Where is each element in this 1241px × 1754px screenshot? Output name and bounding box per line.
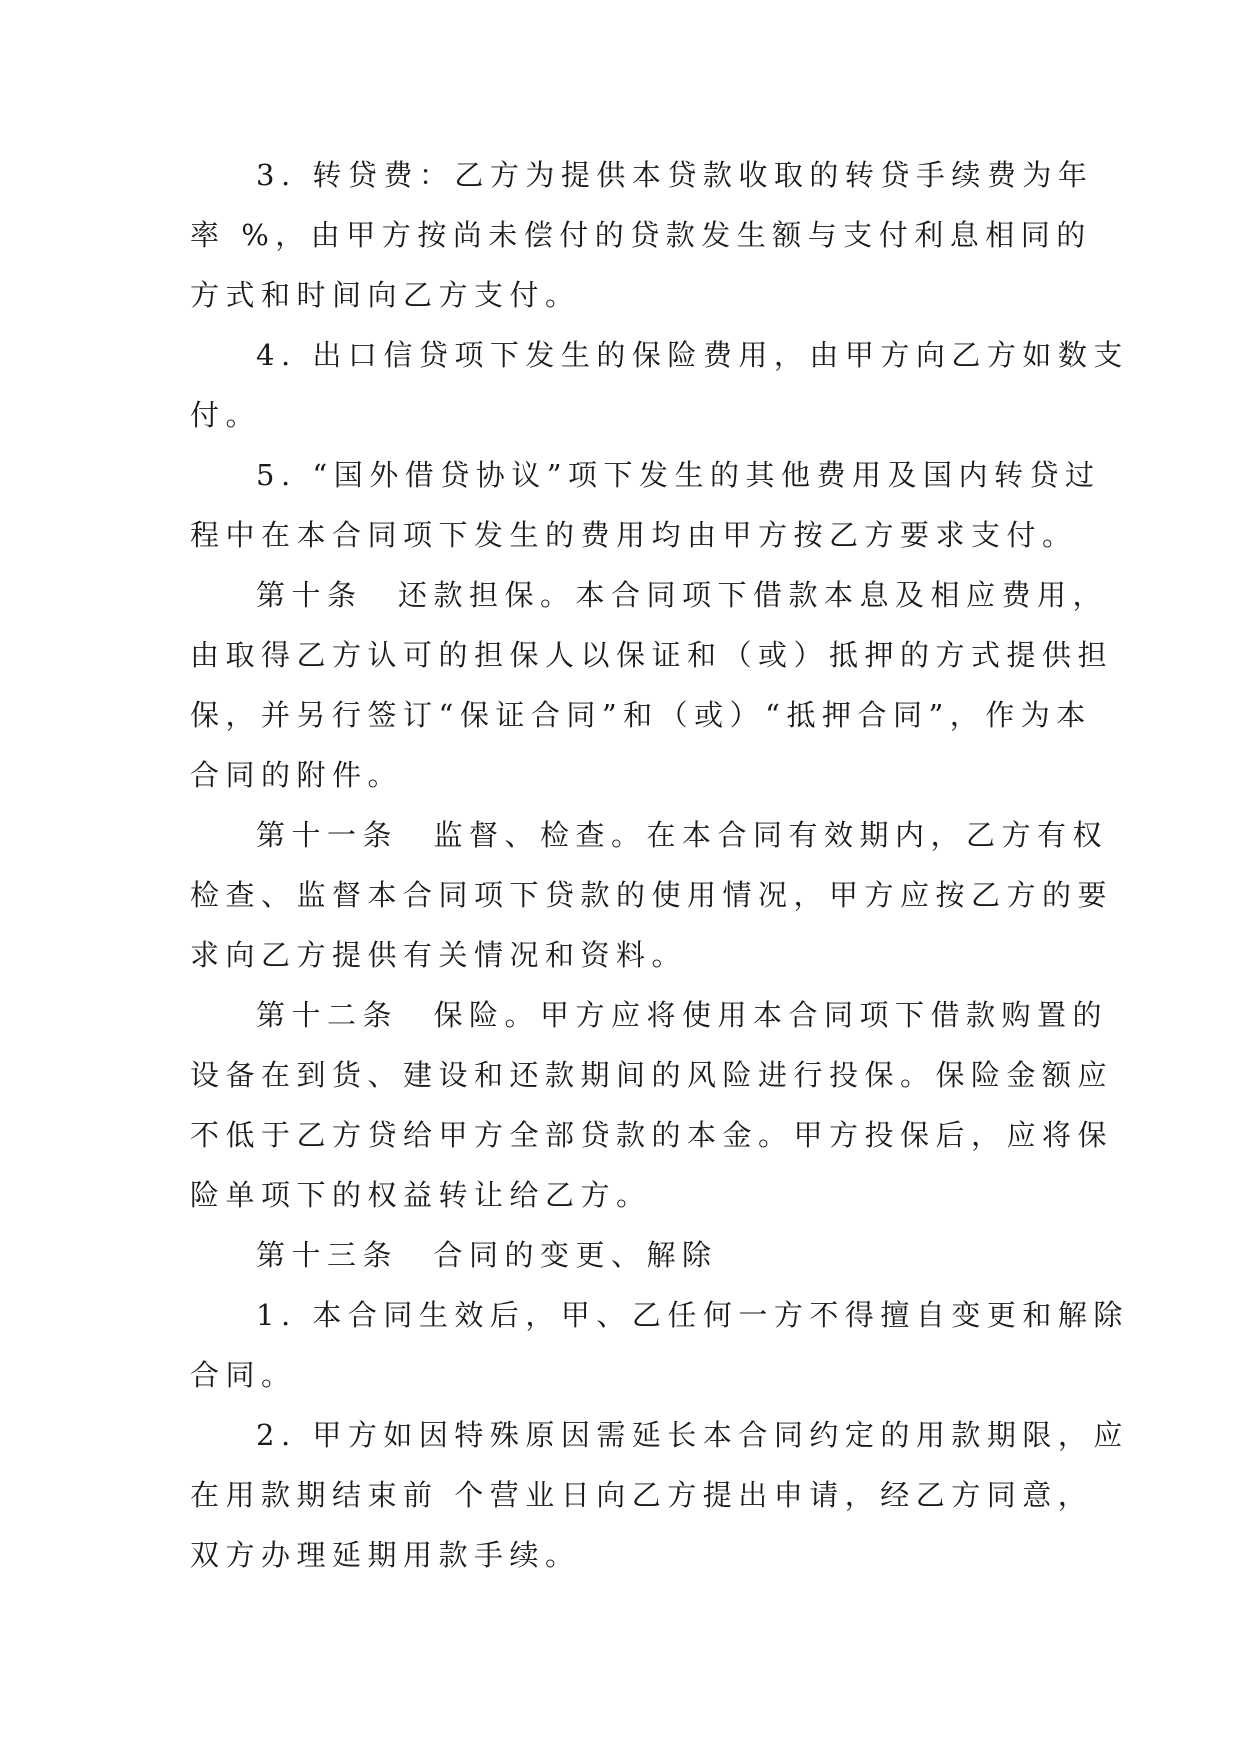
text-line: 双方办理延期用款手续。 xyxy=(190,1538,581,1572)
text-line: 第十一条 监督、检查。在本合同有效期内，乙方有权 xyxy=(256,818,1109,852)
paragraph-transfer-fee xyxy=(190,145,1094,325)
text-line: 1. 本合同生效后，甲、乙任何一方不得擅自变更和解除 xyxy=(256,1298,1129,1332)
text-line: 设备在到货、建设和还款期间的风险进行投保。保险金额应 xyxy=(190,1058,1114,1092)
text-line: 合同的附件。 xyxy=(190,758,404,792)
paragraph-insurance-fee xyxy=(190,325,1129,445)
text-line: 保，并另行签订“保证合同”和（或）“抵押合同”，作为本 xyxy=(190,698,1092,732)
paragraph-article-13-item-2 xyxy=(190,1405,1129,1585)
text-line: 第十三条 合同的变更、解除 xyxy=(256,1238,718,1272)
text-line: 程中在本合同项下发生的费用均由甲方按乙方要求支付。 xyxy=(190,518,1078,552)
text-line: 检查、监督本合同项下贷款的使用情况，甲方应按乙方的要 xyxy=(190,878,1114,912)
text-line: 合同。 xyxy=(190,1358,297,1392)
paragraph-article-13-heading xyxy=(190,1225,1052,1285)
text-line: 第十条 还款担保。本合同项下借款本息及相应费用， xyxy=(256,578,1109,612)
text-line: 5. “国外借贷协议”项下发生的其他费用及国内转贷过 xyxy=(256,458,1101,492)
text-line: 不低于乙方贷给甲方全部贷款的本金。甲方投保后，应将保 xyxy=(190,1118,1114,1152)
text-line: 在用款期结束前 个营业日向乙方提出申请，经乙方同意， xyxy=(190,1478,1094,1512)
text-line: 率 %，由甲方按尚未偿付的贷款发生额与支付利息相同的 xyxy=(190,218,1092,252)
text-line: 求向乙方提供有关情况和资料。 xyxy=(190,938,688,972)
text-line: 由取得乙方认可的担保人以保证和（或）抵押的方式提供担 xyxy=(190,638,1114,672)
paragraph-article-10 xyxy=(190,565,1114,805)
text-line: 方式和时间向乙方支付。 xyxy=(190,278,581,312)
text-line: 3. 转贷费：乙方为提供本贷款收取的转贷手续费为年 xyxy=(256,158,1094,192)
paragraph-other-fees xyxy=(190,445,1101,565)
text-line: 4. 出口信贷项下发生的保险费用，由甲方向乙方如数支 xyxy=(256,338,1129,372)
text-line: 险单项下的权益转让给乙方。 xyxy=(190,1178,652,1212)
paragraph-article-13-item-1 xyxy=(190,1285,1129,1405)
document-body xyxy=(190,145,1129,1585)
paragraph-article-12 xyxy=(190,985,1114,1225)
paragraph-article-11 xyxy=(190,805,1114,985)
text-line: 2. 甲方如因特殊原因需延长本合同约定的用款期限，应 xyxy=(256,1418,1129,1452)
text-line: 第十二条 保险。甲方应将使用本合同项下借款购置的 xyxy=(256,998,1109,1032)
text-line: 付。 xyxy=(190,398,262,432)
